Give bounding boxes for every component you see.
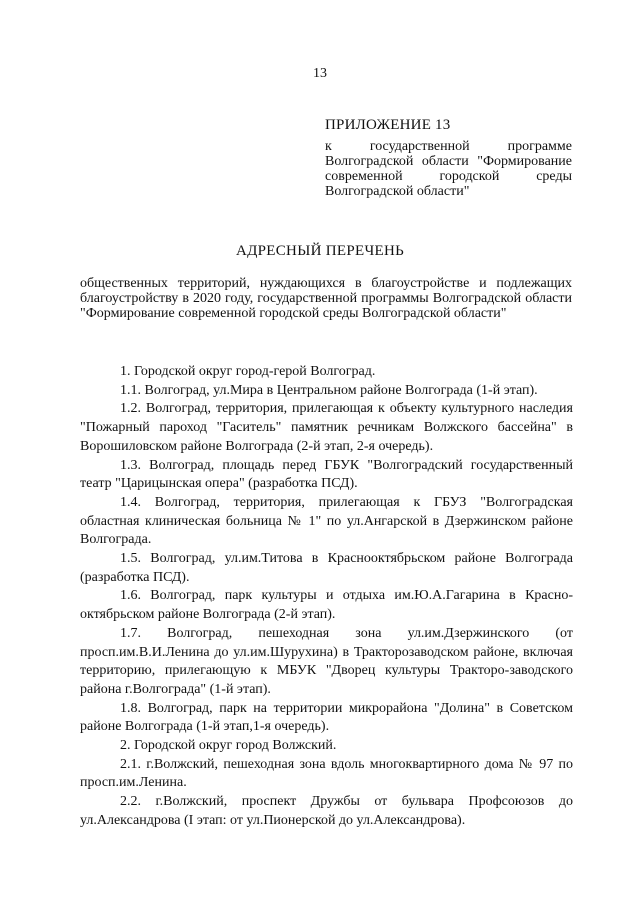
list-item-1-6: 1.6. Волгоград, парк культуры и отдыха им.Ю.А.Гагарина в Красно-октябрьском районе Волгограда (2-й этап).	[80, 588, 573, 623]
list-item-1-1: 1.1. Волгоград, ул.Мира в Центральном районе Волгограда (1-й этап).	[120, 382, 538, 398]
appendix-title: ПРИЛОЖЕНИЕ 13	[325, 117, 451, 133]
list-item-1-3: 1.3. Волгоград, площадь перед ГБУК "Волгоградский государственный театр "Царицынская опера" (разработка ПСД).	[80, 457, 573, 492]
list-item-1-5: 1.5. Волгоград, ул.им.Титова в Краснооктябрьском районе Волгограда (разработка ПСД).	[80, 551, 573, 585]
list-item-2-2: 2.2. г.Волжский, проспект Дружбы от бульвара Профсоюзов до ул.Александрова (I этап: от ул.Пионерской до ул.Александрова).	[80, 794, 573, 828]
list-item-1-2: 1.2. Волгоград, территория, прилегающая к объекту культурного наследия "Пожарный пароход "Гаситель" памятник речникам Волжского бассейна" в Ворошиловском районе Волгограда (2-й этап, 2-я очередь).	[80, 401, 573, 454]
list-item-2-1: 2.1. г.Волжский, пешеходная зона вдоль многоквартирного дома № 97 по просп.им.Ленина.	[80, 756, 573, 791]
list-item-1-7: 1.7. Волгоград, пешеходная зона ул.им.Дзержинского (от просп.им.В.И.Ленина до ул.им.Шурухина) в Тракторозаводском районе, включая территорию, прилегающую к МБУК "Дворец культуры Тракторо-заводского района г.Волгограда" (1-й этап).	[80, 625, 573, 697]
document-heading: АДРЕСНЫЙ ПЕРЕЧЕНЬ	[235, 243, 405, 259]
page-number: 13	[313, 66, 327, 81]
list-item-1-8: 1.8. Волгоград, парк на территории микрорайона "Долина" в Советском районе Волгограда (1-й этап,1-я очередь).	[80, 700, 573, 735]
list-item-section-2: 2. Городской округ город Волжский.	[120, 738, 337, 754]
address-list	[80, 363, 573, 831]
list-item-1-4: 1.4. Волгоград, территория, прилегающая к ГБУЗ "Волгоградская областная клиническая больница № 1" по ул.Ангарской в Дзержинском районе Волгограда.	[80, 494, 573, 548]
document-subheading: общественных территорий, нуждающихся в благоустройстве и подлежащих благоустройству в 2020 году, государственной программы Волгоградской области "Формирование современной городской среды Волгоградской области"	[80, 276, 572, 321]
list-item-section-1: 1. Городской округ город-герой Волгоград.	[120, 364, 376, 379]
appendix-subtitle: к государственной программе Волгоградской области "Формирование современной городской среды Волгоградской области"	[325, 139, 572, 199]
